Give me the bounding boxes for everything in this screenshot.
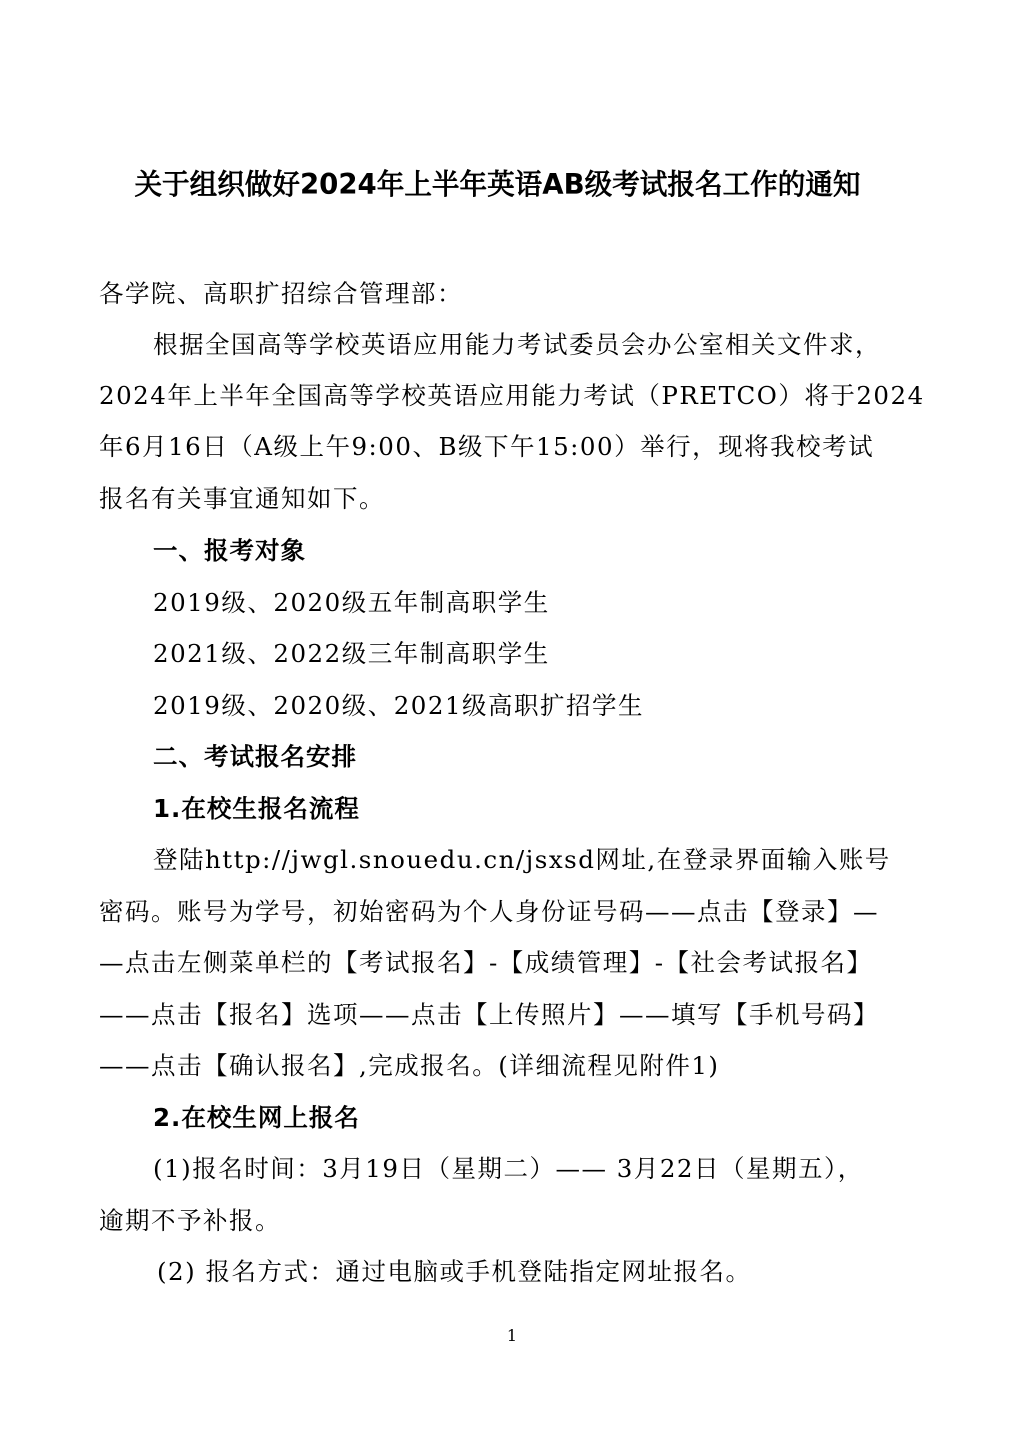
- process-line-4: ——点击【报名】选项——点击【上传照片】——填写【手机号码】: [99, 1000, 879, 1029]
- section-1-item: 2019级、2020级、2021级高职扩招学生: [153, 691, 645, 720]
- intro-line-2: 2024年上半年全国高等学校英语应用能力考试（PRETCO）将于2024: [99, 381, 925, 410]
- subsection-2-heading: 2.在校生网上报名: [153, 1103, 360, 1132]
- process-line-5: ——点击【确认报名】,完成报名。(详细流程见附件1): [99, 1051, 720, 1080]
- process-line-3: —点击左侧菜单栏的【考试报名】-【成绩管理】-【社会考试报名】: [99, 948, 873, 977]
- page-number: 1: [506, 1326, 518, 1345]
- process-line-1: 登陆http://jwgl.snouedu.cn/jsxsd网址,在登录界面输入账号: [153, 845, 891, 874]
- registration-method: (2) 报名方式：通过电脑或手机登陆指定网址报名。: [157, 1257, 752, 1286]
- registration-time-line-2: 逾期不予补报。: [99, 1206, 281, 1235]
- section-1-item: 2021级、2022级三年制高职学生: [153, 639, 550, 668]
- section-2-heading: 二、考试报名安排: [153, 742, 357, 771]
- registration-time-line-1: (1)报名时间：3月19日（星期二）—— 3月22日（星期五），: [153, 1154, 864, 1183]
- process-line-2: 密码。账号为学号，初始密码为个人身份证号码——点击【登录】—: [99, 897, 879, 926]
- section-1-heading: 一、报考对象: [153, 536, 306, 565]
- intro-line-4: 报名有关事宜通知如下。: [99, 484, 385, 513]
- subsection-1-heading: 1.在校生报名流程: [153, 794, 360, 823]
- intro-line-3: 年6月16日（A级上午9:00、B级下午15:00）举行，现将我校考试: [99, 432, 875, 461]
- section-1-item: 2019级、2020级五年制高职学生: [153, 588, 550, 617]
- document-title: 关于组织做好2024年上半年英语AB级考试报名工作的通知: [134, 168, 861, 201]
- addressee: 各学院、高职扩招综合管理部：: [99, 279, 463, 308]
- intro-line-1: 根据全国高等学校英语应用能力考试委员会办公室相关文件求，: [153, 330, 881, 359]
